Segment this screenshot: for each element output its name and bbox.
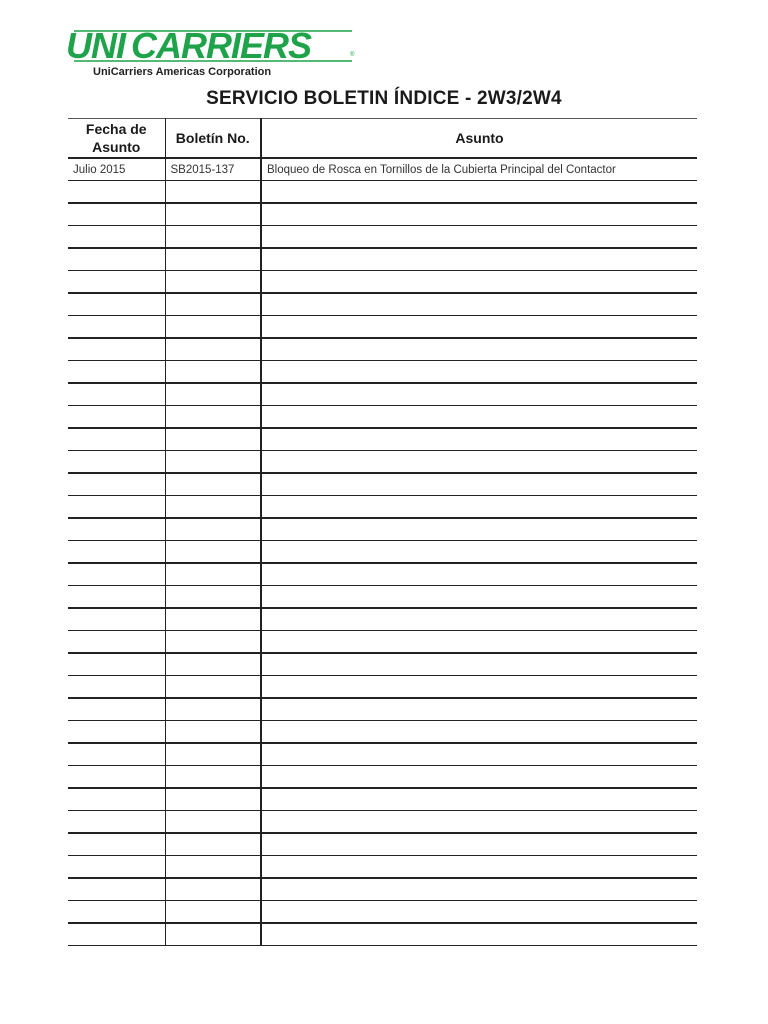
cell-fecha: [68, 766, 165, 789]
cell-boletin: SB2015-137: [165, 158, 261, 181]
unicarriers-logo: [66, 25, 355, 84]
cell-fecha: [68, 541, 165, 564]
cell-fecha: [68, 406, 165, 429]
cell-asunto: [261, 856, 697, 879]
cell-boletin: [165, 788, 261, 811]
table-row: [68, 181, 697, 204]
table-row: [68, 676, 697, 699]
cell-boletin: [165, 743, 261, 766]
cell-fecha: [68, 856, 165, 879]
table-row: [68, 226, 697, 249]
cell-asunto: [261, 833, 697, 856]
table-row: [68, 158, 697, 181]
table-row: [68, 541, 697, 564]
table-row: [68, 653, 697, 676]
table-row: [68, 383, 697, 406]
cell-fecha: [68, 316, 165, 339]
header-boletin: Boletín No.: [165, 119, 261, 159]
table-row: [68, 316, 697, 339]
table-row: [68, 293, 697, 316]
cell-fecha: [68, 451, 165, 474]
table-row: [68, 698, 697, 721]
table-row: [68, 563, 697, 586]
cell-fecha: [68, 338, 165, 361]
cell-asunto: [261, 901, 697, 924]
cell-fecha: [68, 496, 165, 519]
cell-asunto: [261, 878, 697, 901]
cell-fecha: [68, 226, 165, 249]
table-row: [68, 473, 697, 496]
cell-boletin: [165, 721, 261, 744]
cell-boletin: [165, 766, 261, 789]
cell-asunto: [261, 766, 697, 789]
header-fecha: Fecha de Asunto: [68, 119, 165, 159]
table-row: [68, 721, 697, 744]
table-row: [68, 788, 697, 811]
cell-fecha: [68, 811, 165, 834]
cell-boletin: [165, 563, 261, 586]
cell-asunto: [261, 653, 697, 676]
table-row: [68, 518, 697, 541]
cell-boletin: [165, 676, 261, 699]
cell-asunto: [261, 811, 697, 834]
cell-boletin: [165, 226, 261, 249]
table-row: [68, 361, 697, 384]
cell-boletin: [165, 338, 261, 361]
cell-boletin: [165, 496, 261, 519]
cell-asunto: Bloqueo de Rosca en Tornillos de la Cubierta Principal del Contactor: [261, 158, 697, 181]
cell-fecha: Julio 2015: [68, 158, 165, 181]
cell-asunto: [261, 788, 697, 811]
cell-boletin: [165, 923, 261, 946]
cell-fecha: [68, 203, 165, 226]
table-row: [68, 878, 697, 901]
cell-asunto: [261, 451, 697, 474]
cell-fecha: [68, 743, 165, 766]
table-row: [68, 586, 697, 609]
cell-fecha: [68, 833, 165, 856]
cell-boletin: [165, 203, 261, 226]
table-header-row: [68, 119, 697, 159]
cell-boletin: [165, 383, 261, 406]
cell-fecha: [68, 181, 165, 204]
cell-asunto: [261, 203, 697, 226]
table-row: [68, 248, 697, 271]
cell-fecha: [68, 473, 165, 496]
cell-boletin: [165, 361, 261, 384]
cell-asunto: [261, 361, 697, 384]
cell-boletin: [165, 608, 261, 631]
cell-asunto: [261, 226, 697, 249]
logo-uni: UNI: [66, 25, 125, 66]
cell-fecha: [68, 361, 165, 384]
cell-boletin: [165, 473, 261, 496]
cell-asunto: [261, 428, 697, 451]
table-row: [68, 203, 697, 226]
cell-fecha: [68, 293, 165, 316]
cell-asunto: [261, 496, 697, 519]
bulletin-index-table: [68, 118, 697, 946]
cell-asunto: [261, 181, 697, 204]
cell-fecha: [68, 248, 165, 271]
cell-boletin: [165, 541, 261, 564]
cell-asunto: [261, 541, 697, 564]
cell-fecha: [68, 878, 165, 901]
cell-boletin: [165, 901, 261, 924]
cell-boletin: [165, 811, 261, 834]
cell-fecha: [68, 901, 165, 924]
cell-asunto: [261, 473, 697, 496]
table-row: [68, 406, 697, 429]
cell-asunto: [261, 676, 697, 699]
cell-boletin: [165, 451, 261, 474]
table-row: [68, 766, 697, 789]
cell-boletin: [165, 878, 261, 901]
cell-asunto: [261, 406, 697, 429]
cell-boletin: [165, 316, 261, 339]
table-row: [68, 901, 697, 924]
cell-asunto: [261, 383, 697, 406]
cell-asunto: [261, 271, 697, 294]
cell-boletin: [165, 248, 261, 271]
cell-boletin: [165, 271, 261, 294]
cell-asunto: [261, 316, 697, 339]
table-row: [68, 271, 697, 294]
cell-fecha: [68, 631, 165, 654]
cell-fecha: [68, 383, 165, 406]
table-row: [68, 608, 697, 631]
cell-fecha: [68, 676, 165, 699]
cell-fecha: [68, 721, 165, 744]
registered-mark: ®: [350, 52, 355, 58]
cell-asunto: [261, 631, 697, 654]
corporation-name: UniCarriers Americas Corporation: [93, 66, 272, 78]
cell-boletin: [165, 833, 261, 856]
cell-boletin: [165, 631, 261, 654]
table-row: [68, 451, 697, 474]
cell-asunto: [261, 518, 697, 541]
cell-asunto: [261, 608, 697, 631]
logo-carriers: CARRIERS: [131, 25, 312, 66]
cell-asunto: [261, 586, 697, 609]
table-row: [68, 833, 697, 856]
cell-fecha: [68, 563, 165, 586]
cell-boletin: [165, 293, 261, 316]
cell-asunto: [261, 923, 697, 946]
page-title: SERVICIO BOLETIN ÍNDICE - 2W3/2W4: [206, 88, 562, 109]
cell-boletin: [165, 653, 261, 676]
cell-boletin: [165, 856, 261, 879]
table-row: [68, 743, 697, 766]
cell-fecha: [68, 653, 165, 676]
cell-boletin: [165, 428, 261, 451]
cell-boletin: [165, 518, 261, 541]
cell-asunto: [261, 293, 697, 316]
cell-fecha: [68, 698, 165, 721]
cell-fecha: [68, 518, 165, 541]
cell-asunto: [261, 338, 697, 361]
cell-fecha: [68, 586, 165, 609]
cell-asunto: [261, 563, 697, 586]
table-row: [68, 338, 697, 361]
table-row: [68, 428, 697, 451]
cell-fecha: [68, 428, 165, 451]
logo-wordmark: [66, 25, 312, 66]
cell-asunto: [261, 721, 697, 744]
table-row: [68, 496, 697, 519]
cell-boletin: [165, 586, 261, 609]
cell-boletin: [165, 181, 261, 204]
cell-fecha: [68, 923, 165, 946]
cell-asunto: [261, 743, 697, 766]
cell-boletin: [165, 698, 261, 721]
table-row: [68, 923, 697, 946]
cell-asunto: [261, 698, 697, 721]
cell-asunto: [261, 248, 697, 271]
table-row: [68, 631, 697, 654]
table-row: [68, 856, 697, 879]
table-row: [68, 811, 697, 834]
cell-fecha: [68, 788, 165, 811]
cell-fecha: [68, 608, 165, 631]
cell-fecha: [68, 271, 165, 294]
cell-boletin: [165, 406, 261, 429]
header-asunto: Asunto: [261, 119, 697, 159]
